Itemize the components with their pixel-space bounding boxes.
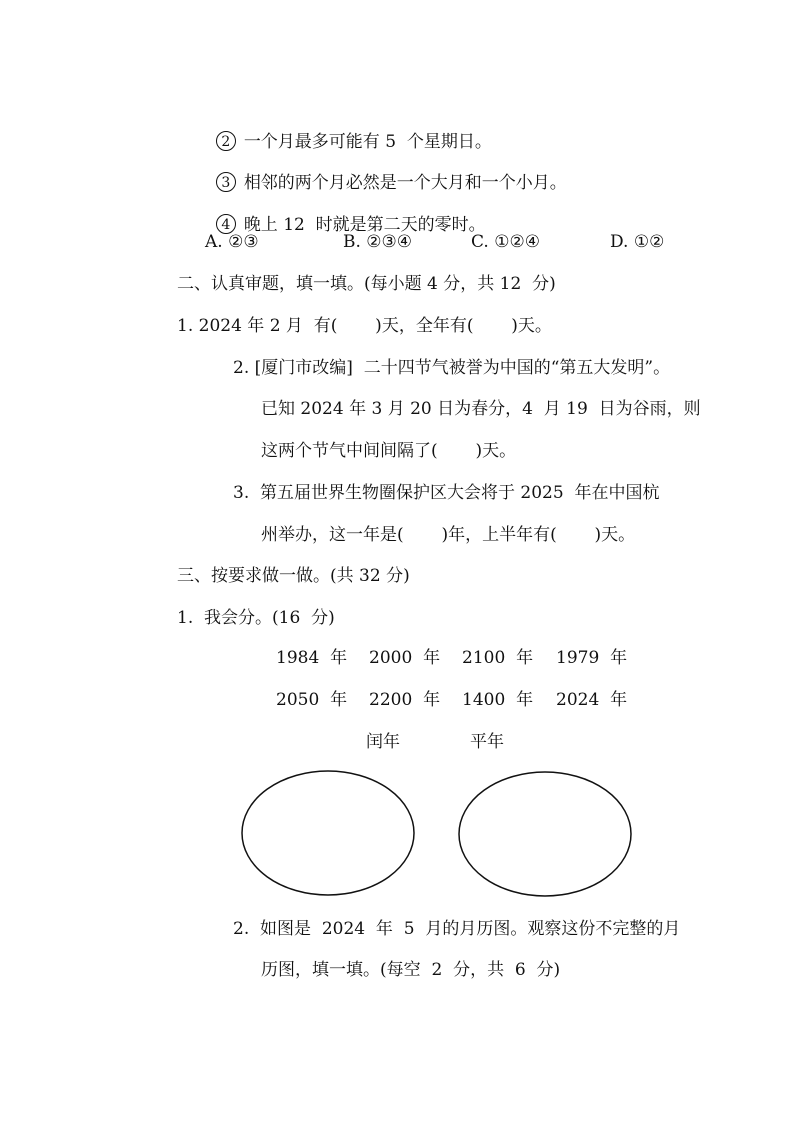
common-year-oval[interactable] [459, 772, 631, 896]
section-2-question-2-line-2: 已知 2024 年 3 月 20 日为春分，4 月 19 日为谷雨，则 [261, 399, 701, 419]
year-item: 2024 年 [556, 690, 628, 710]
year-item: 1400 年 [462, 690, 534, 710]
leap-year-label: 闰年 [366, 732, 400, 752]
option-c: C. ①②④ [471, 232, 540, 252]
option-b: B. ②③④ [343, 232, 413, 252]
section-3-question-2-line-2: 历图，填一填。(每空 2 分，共 6 分) [261, 960, 561, 980]
option-a: A. ②③ [205, 232, 259, 252]
section-2-question-2-line-3: 这两个节气中间间隔了( )天。 [261, 441, 517, 461]
year-item: 2000 年 [369, 648, 441, 668]
section-2-question-3-line-1: 3. 第五届世界生物圈保护区大会将于 2025 年在中国杭 [233, 483, 660, 503]
circled-number-3: 3 [216, 172, 236, 192]
statement-2-text: 一个月最多可能有 5 个星期日。 [243, 132, 492, 152]
year-item: 2100 年 [462, 648, 534, 668]
circled-number-2: 2 [216, 131, 236, 151]
statement-4-text: 晚上 12 时就是第二天的零时。 [243, 215, 486, 235]
leap-year-oval[interactable] [242, 771, 414, 895]
year-item: 1984 年 [276, 648, 348, 668]
section-3-heading: 三、按要求做一做。(共 32 分) [177, 566, 410, 586]
section-2-question-2-line-1: 2. [厦门市改编] 二十四节气被誉为中国的“第五大发明”。 [233, 358, 671, 378]
year-item: 2050 年 [276, 690, 348, 710]
year-item: 2200 年 [369, 690, 441, 710]
circled-number-4: 4 [216, 214, 236, 234]
section-2-question-3-line-2: 州举办，这一年是( )年，上半年有( )天。 [261, 525, 636, 545]
common-year-label: 平年 [470, 732, 504, 752]
statement-3-text: 相邻的两个月必然是一个大月和一个小月。 [243, 173, 567, 193]
section-3-question-2-line-1: 2. 如图是 2024 年 5 月的月历图。观察这份不完整的月 [233, 919, 681, 939]
year-item: 1979 年 [556, 648, 628, 668]
section-3-question-1-title: 1. 我会分。(16 分) [177, 608, 335, 628]
option-d: D. ①② [610, 232, 665, 252]
section-2-question-1: 1. 2024 年 2 月 有( )天，全年有( )天。 [177, 316, 552, 336]
section-2-heading: 二、认真审题，填一填。(每小题 4 分，共 12 分) [177, 274, 556, 294]
